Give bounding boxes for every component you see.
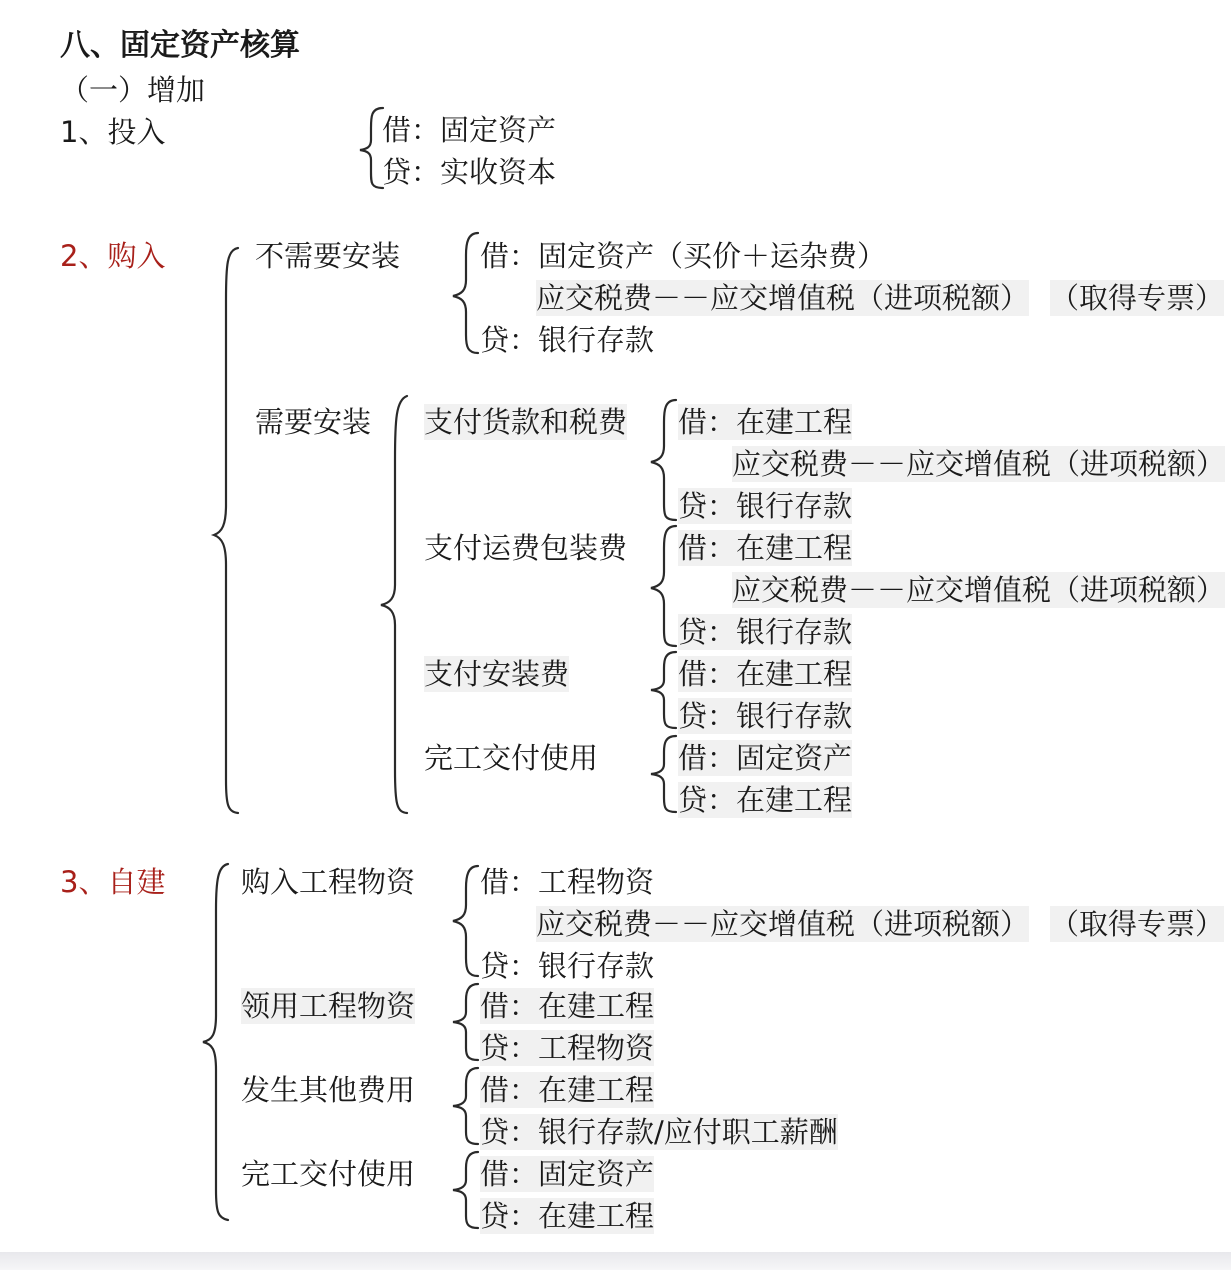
pay-install-debit: 借：在建工程	[678, 657, 853, 691]
complete-2-label: 完工交付使用	[424, 741, 599, 775]
no-install-credit: 贷：银行存款	[480, 323, 655, 357]
use-material-label: 领用工程物资	[241, 989, 416, 1023]
no-install-debit2: 应交税费－－应交增值税（进项税额）	[536, 281, 1030, 315]
other-cost-label: 发生其他费用	[241, 1073, 416, 1107]
use-material-credit: 贷：工程物资	[480, 1031, 655, 1065]
pay-tax-credit: 贷：银行存款	[678, 489, 853, 523]
brace-s2-outer	[214, 248, 238, 813]
buy-material-note: （取得专票）	[1050, 907, 1225, 941]
brace-complete-3	[453, 1152, 478, 1228]
brace-s3-outer	[203, 864, 228, 1220]
buy-material-debit2: 应交税费－－应交增值税（进项税额）	[536, 907, 1030, 941]
other-cost-debit: 借：在建工程	[480, 1073, 655, 1107]
pay-freight-debit1: 借：在建工程	[678, 531, 853, 565]
pay-tax-debit1: 借：在建工程	[678, 405, 853, 439]
brace-pay-tax	[651, 400, 676, 520]
pay-freight-debit2: 应交税费－－应交增值税（进项税额）	[732, 573, 1226, 607]
no-install-note: （取得专票）	[1050, 281, 1225, 315]
pay-freight-label: 支付运费包装费	[424, 531, 628, 565]
s1-debit: 借：固定资产	[382, 113, 557, 147]
brace-pay-install	[651, 652, 676, 728]
section-3-label: 3、自建	[60, 865, 166, 899]
no-install-label: 不需要安装	[255, 239, 401, 273]
buy-material-debit1: 借：工程物资	[480, 865, 655, 899]
section-1-label: 1、投入	[60, 115, 166, 149]
complete-2-debit: 借：固定资产	[678, 741, 853, 775]
section-subtitle: （一）增加	[60, 73, 206, 107]
pay-freight-credit: 贷：银行存款	[678, 615, 853, 649]
complete-3-debit: 借：固定资产	[480, 1157, 655, 1191]
brace-s1	[360, 108, 383, 188]
complete-3-label: 完工交付使用	[241, 1157, 416, 1191]
use-material-debit: 借：在建工程	[480, 989, 655, 1023]
no-install-debit1: 借：固定资产（买价＋运杂费）	[480, 239, 887, 273]
page-title: 八、固定资产核算	[60, 28, 300, 63]
install-label: 需要安装	[255, 405, 372, 439]
brace-no-install	[453, 233, 478, 353]
pay-tax-label: 支付货款和税费	[424, 405, 628, 439]
complete-3-credit: 贷：在建工程	[480, 1199, 655, 1233]
pay-install-label: 支付安装费	[424, 657, 570, 691]
section-2-label: 2、购入	[60, 239, 166, 273]
pay-install-credit: 贷：银行存款	[678, 699, 853, 733]
complete-2-credit: 贷：在建工程	[678, 783, 853, 817]
other-cost-credit: 贷：银行存款/应付职工薪酬	[480, 1115, 838, 1149]
brace-other-cost	[453, 1068, 478, 1144]
bottom-divider	[0, 1252, 1231, 1270]
buy-material-credit: 贷：银行存款	[480, 949, 655, 983]
brace-buy-material	[453, 866, 478, 976]
buy-material-label: 购入工程物资	[241, 865, 416, 899]
pay-tax-debit2: 应交税费－－应交增值税（进项税额）	[732, 447, 1226, 481]
brace-use-material	[453, 984, 478, 1060]
s1-credit: 贷：实收资本	[382, 155, 557, 189]
brace-complete-2	[651, 736, 676, 812]
brace-pay-freight	[651, 526, 676, 646]
brace-install	[381, 396, 407, 813]
